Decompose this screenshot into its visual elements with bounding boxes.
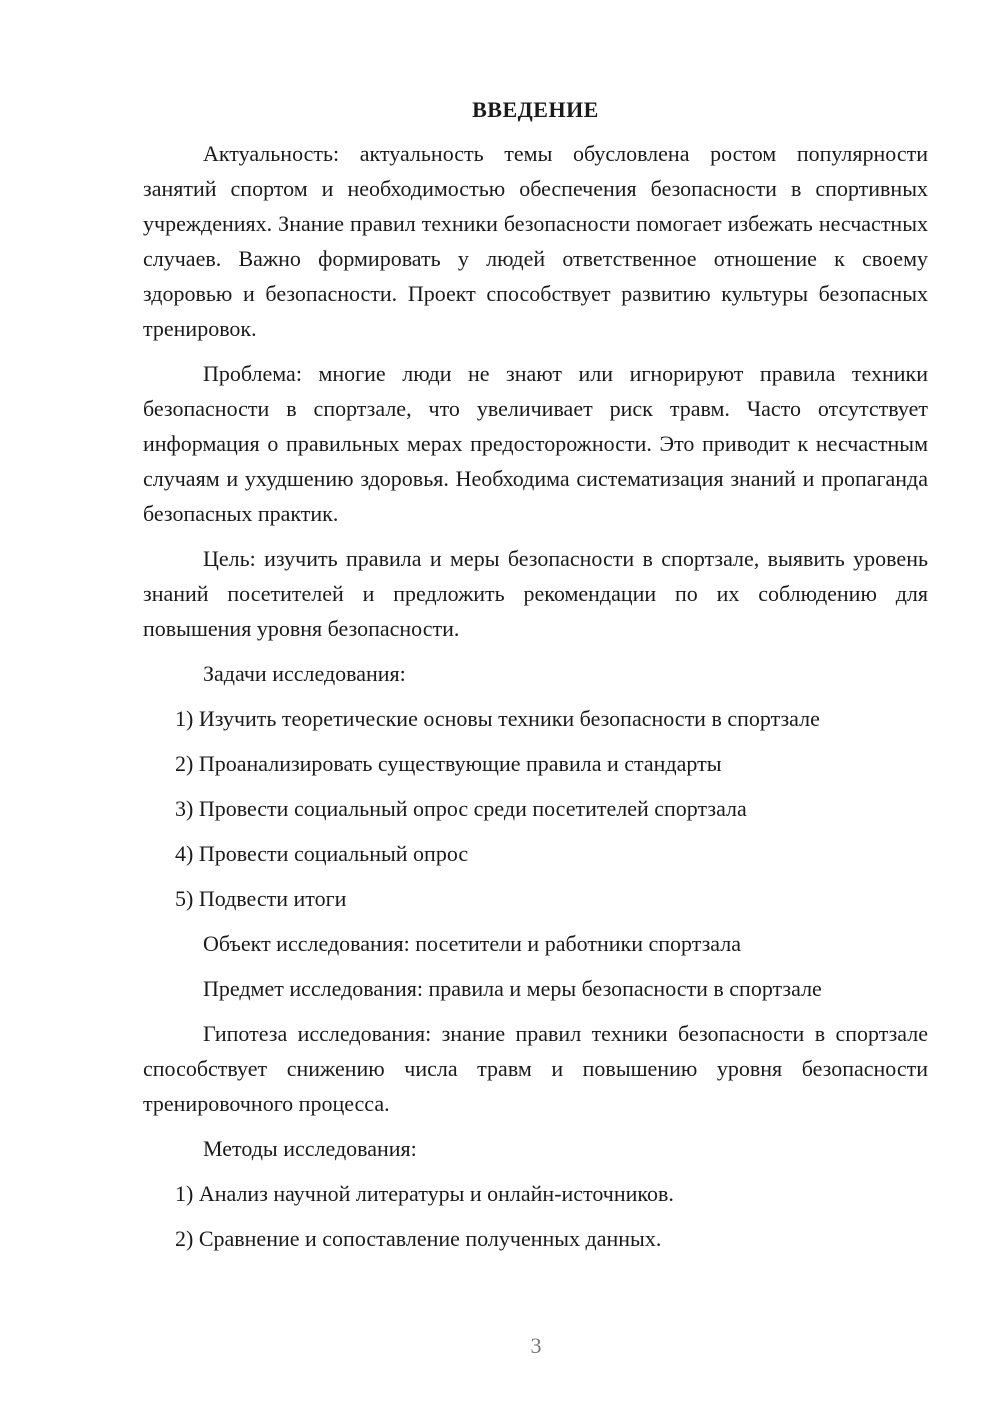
section-title: ВВЕДЕНИЕ bbox=[472, 97, 599, 122]
page-number: 3 bbox=[530, 1333, 542, 1358]
methods-list bbox=[143, 1176, 928, 1256]
list-item: 1) Анализ научной литературы и онлайн-источников. bbox=[175, 1181, 674, 1206]
list-item: 5) Подвести итоги bbox=[175, 886, 347, 911]
tasks-list bbox=[143, 701, 928, 916]
list-item: 2) Сравнение и сопоставление полученных данных. bbox=[175, 1226, 662, 1251]
list-item: 3) Провести социальный опрос среди посетителей спортзала bbox=[175, 796, 747, 821]
list-item: 1) Изучить теоретические основы техники безопасности в спортзале bbox=[175, 706, 820, 731]
list-item: 4) Провести социальный опрос bbox=[175, 841, 469, 866]
relevance-paragraph: Актуальность: актуальность темы обусловлена ростом популярности занятий спортом и необходимостью обеспечения безопасности в спортивных учреждениях. Знание правил техники безопасности помогает избежать несчастных случаев. Важно формировать у людей ответственное отношение к своему здоровью и безопасности. Проект способствует развитию культуры безопасных тренировок. bbox=[143, 141, 928, 341]
object-line: Объект исследования: посетители и работники спортзала bbox=[203, 931, 742, 956]
tasks-heading: Задачи исследования: bbox=[203, 661, 406, 686]
problem-paragraph: Проблема: многие люди не знают или игнорируют правила техники безопасности в спортзале, что увеличивает риск травм. Часто отсутствует информация о правильных мерах предосторожности. Это приводит к несчастным случаям и ухудшению здоровья. Необходима систематизация знаний и пропаганда безопасных практик. bbox=[143, 361, 928, 526]
list-item: 2) Проанализировать существующие правила и стандарты bbox=[175, 751, 722, 776]
subject-line: Предмет исследования: правила и меры безопасности в спортзале bbox=[203, 976, 822, 1001]
goal-paragraph: Цель: изучить правила и меры безопасности в спортзале, выявить уровень знаний посетителей и предложить рекомендации по их соблюдению для повышения уровня безопасности. bbox=[143, 546, 928, 641]
methods-heading: Методы исследования: bbox=[203, 1136, 417, 1161]
document-page bbox=[143, 96, 928, 1266]
hypothesis-paragraph: Гипотеза исследования: знание правил техники безопасности в спортзале способствует снижению числа травм и повышению уровня безопасности тренировочного процесса. bbox=[143, 1021, 928, 1116]
